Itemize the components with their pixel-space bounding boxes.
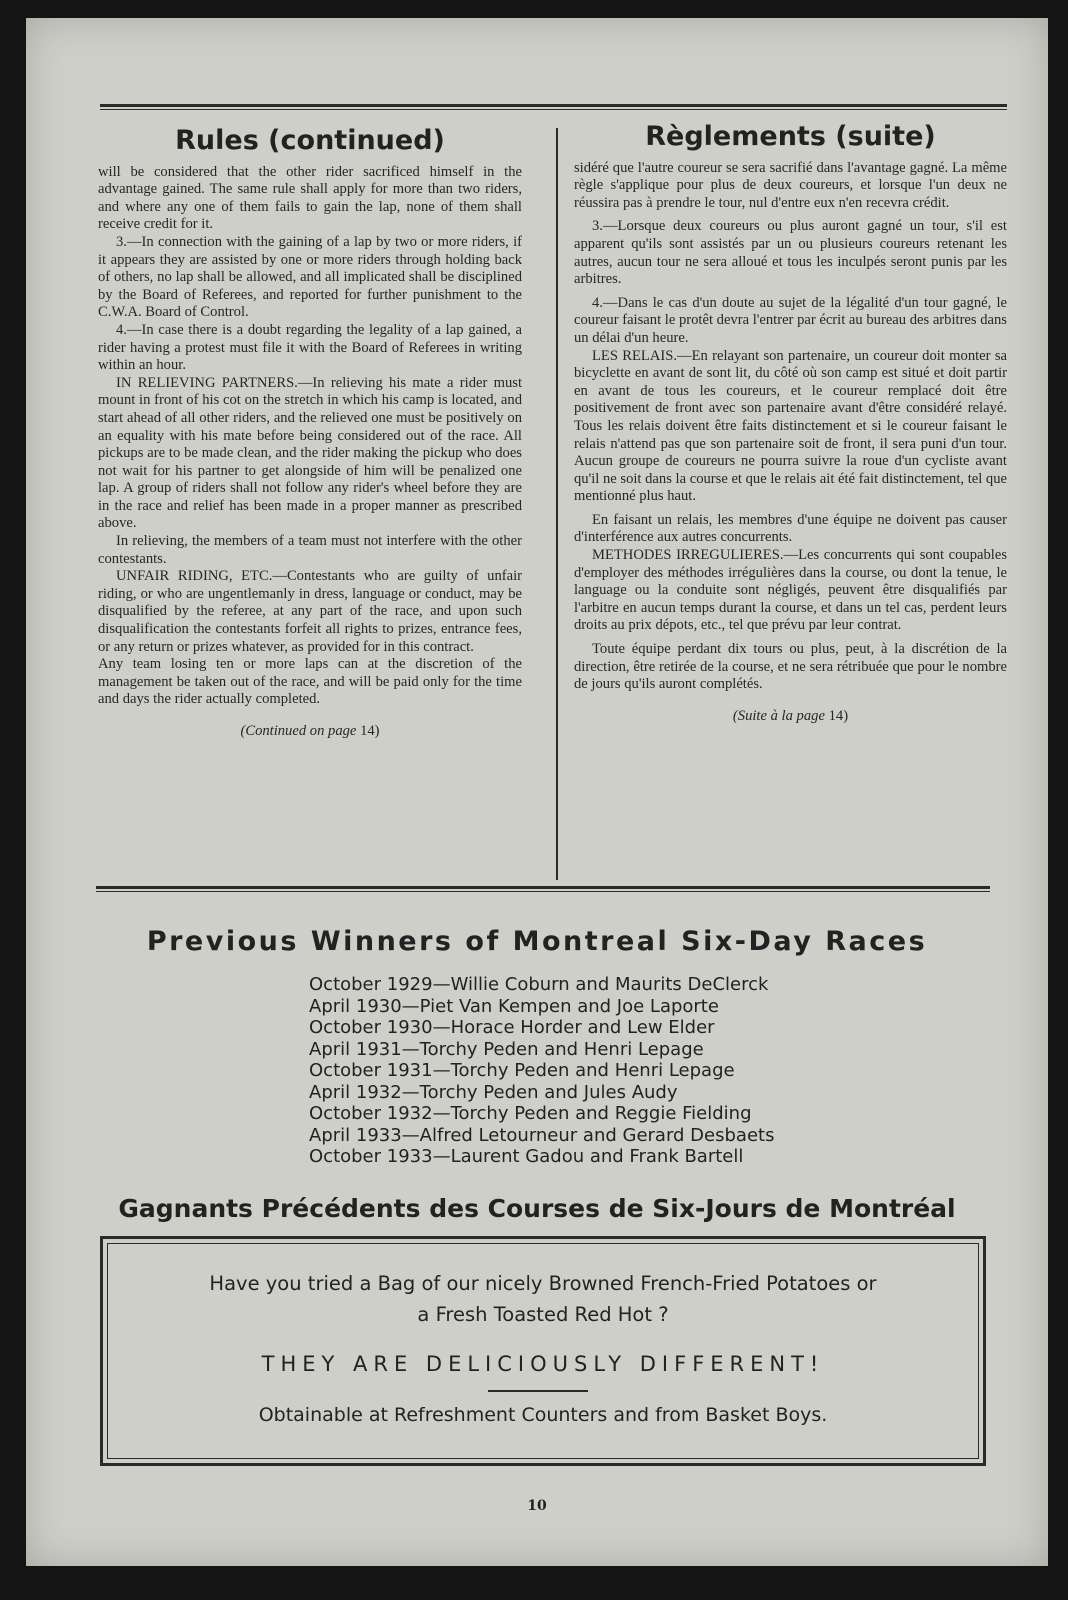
ad-separator: [488, 1390, 588, 1392]
ad-availability: Obtainable at Refreshment Counters and from Basket Boys.: [258, 1404, 828, 1426]
winner-entry: October 1933—Laurent Gadou and Frank Bartell: [309, 1146, 744, 1167]
reglements-paragraph: LES RELAIS.—En relayant son partenaire, un coureur doit monter sa bicyclette en avant de sont lit, du côté où son camp est situé et doit partir en avant de tous les coureurs, et le coureur remplacé doit être positivement de front avec son partenaire avant d'être considéré relayé. Tous les relais doivent être faits distinctement et si le coureur faisant le relais n'attend pas que son partenaire soit de front, il sera puni d'un tour. Aucun groupe de coureurs ne pourra suivre la roue d'un cycliste avant qu'il ne soit dans la course et que le relais ait été fait distinctement, tel que mentionné plus haut.: [574, 347, 1008, 505]
winner-entry: April 1931—Torchy Peden and Henri Lepage: [309, 1038, 704, 1060]
reglements-title: Règlements (suite): [645, 121, 936, 152]
reglements-paragraph: 3.—Lorsque deux coureurs ou plus auront gagné un tour, s'il est apparent qu'ils sont assistés par un ou plusieurs coureurs retenant les autres, aucun tour ne sera alloué et tous les inculpés seront punis par les arbitres.: [574, 218, 1007, 288]
reglements-paragraph: sidéré que l'autre coureur se sera sacrifié dans l'avantage gagné. La même règle s'applique pour plus de deux coureurs, et lorsque l'un deux ne réussira pas à prendre le tour, nul d'entre eux n'en recevra crédit.: [574, 159, 1007, 211]
suite-text: (Suite à la page: [732, 707, 825, 724]
rules-paragraph: UNFAIR RIDING, ETC.—Contestants who are guilty of unfair riding, or who are ungentlemanly in dress, language or conduct, may be disqualified by the referee, at any part of the race, and upon such disqualification the contestants forfeit all rights to prizes, entrance fees, or any return or prizes whatever, as provided for in this contract.: [98, 568, 522, 655]
rules-paragraph: 4.—In case there is a doubt regarding the legality of a lap gained, a rider having a protest must file it with the Board of Referees in writing within an hour.: [98, 321, 522, 374]
ad-headline-line: Have you tried a Bag of our nicely Browned French-Fried Potatoes or: [209, 1272, 877, 1295]
ad-headline: [108, 1268, 978, 1330]
winner-entry: April 1930—Piet Van Kempen and Joe Laporte: [309, 995, 719, 1017]
continued-page: 14): [360, 723, 380, 739]
advertisement-box: [100, 1236, 986, 1466]
rules-paragraph: will be considered that the other rider sacrificed himself in the advantage gained. The same rule shall apply for more than two riders, and where any one of them fails to gain the lap, none of them shall receive credit for it.: [98, 163, 522, 233]
rules-french-column: [574, 121, 1008, 725]
ad-slogan: THEY ARE DELICIOUSLY DIFFERENT!: [261, 1352, 825, 1376]
ad-headline-line: a Fresh Toasted Red Hot ?: [417, 1303, 669, 1326]
winner-entry: April 1932—Torchy Peden and Jules Audy: [309, 1081, 678, 1103]
rules-english-column: [98, 125, 522, 741]
winner-entry: October 1929—Willie Coburn and Maurits DeClerck: [309, 974, 769, 995]
rules-paragraph: Any team losing ten or more laps can at the discretion of the management be taken out of the race, and will be paid only for the time and days the rider actually completed.: [98, 656, 522, 708]
middle-rule: [96, 886, 990, 892]
reglements-paragraph: 4.—Dans le cas d'un doute au sujet de la légalité d'un tour gagné, le coureur faisant le protêt devra l'entrer par écrit au bureau des arbitres dans un délai d'un heure.: [574, 294, 1007, 346]
rules-paragraph: In relieving, the members of a team must not interfere with the other contestants.: [98, 533, 522, 567]
program-page: [26, 18, 1048, 1566]
rules-title: Rules (continued): [175, 125, 445, 156]
reglements-paragraph: Toute équipe perdant dix tours ou plus, peut, à la discrétion de la direction, être retirée de la course, et ne sera rétribuée que pour le nombre de jours qu'ils auront complétés.: [574, 641, 1007, 693]
continued-text: (Continued on page: [240, 723, 357, 739]
advertisement-inner: [107, 1243, 979, 1459]
winner-entry: October 1930—Horace Horder and Lew Elder: [309, 1017, 715, 1038]
page-number: 10: [527, 1498, 547, 1514]
winner-entry: April 1933—Alfred Letourneur and Gerard Desbaets: [309, 1124, 775, 1146]
winners-title: Previous Winners of Montreal Six-Day Races: [146, 926, 928, 957]
suite-note: [574, 708, 1007, 726]
column-divider: [556, 128, 558, 880]
winners-list: [309, 974, 774, 1168]
winner-entry: October 1931—Torchy Peden and Henri Lepage: [309, 1060, 735, 1081]
suite-page: 14): [828, 707, 849, 724]
reglements-paragraph: METHODES IRREGULIERES.—Les concurrents qui sont coupables d'employer des méthodes irrégulières dans la course, ou dont la tenue, le language ou la conduite sont négligés, peuvent être disqualifiés par l'arbitre en aucun temps durant la course, et dans un tel cas, perdent leurs droits au prix dépots, etc., tel que prévu par leur contrat.: [574, 547, 1007, 634]
continued-note: [98, 723, 522, 741]
winner-entry: October 1932—Torchy Peden and Reggie Fielding: [309, 1103, 752, 1124]
rules-paragraph: IN RELIEVING PARTNERS.—In relieving his mate a rider must mount in front of his cot on the stretch in which his camp is located, and start ahead of all other riders, and the relieved one must be positively on an equality with his mate before being considered out of the race. All pickups are to be made clean, and the rider making the pickup who does not wait for his partner to get alongside of him will be penalized one lap. A group of riders shall not follow any rider's wheel before they are in the race and relief has been made in a proper manner as prescribed above.: [98, 374, 522, 532]
top-rule: [100, 104, 1007, 110]
reglements-paragraph: En faisant un relais, les membres d'une équipe ne doivent pas causer d'interférence aux autres concurrents.: [574, 511, 1007, 546]
rules-paragraph: 3.—In connection with the gaining of a lap by two or more riders, if it appears they are assisted by one or more riders through holding back of others, no lap shall be allowed, and all implicated shall be disciplined by the Board of Referees, and reported for further punishment to the C.W.A. Board of Control.: [98, 233, 522, 321]
gagnants-title: Gagnants Précédents des Courses de Six-Jours de Montréal: [118, 1194, 956, 1223]
